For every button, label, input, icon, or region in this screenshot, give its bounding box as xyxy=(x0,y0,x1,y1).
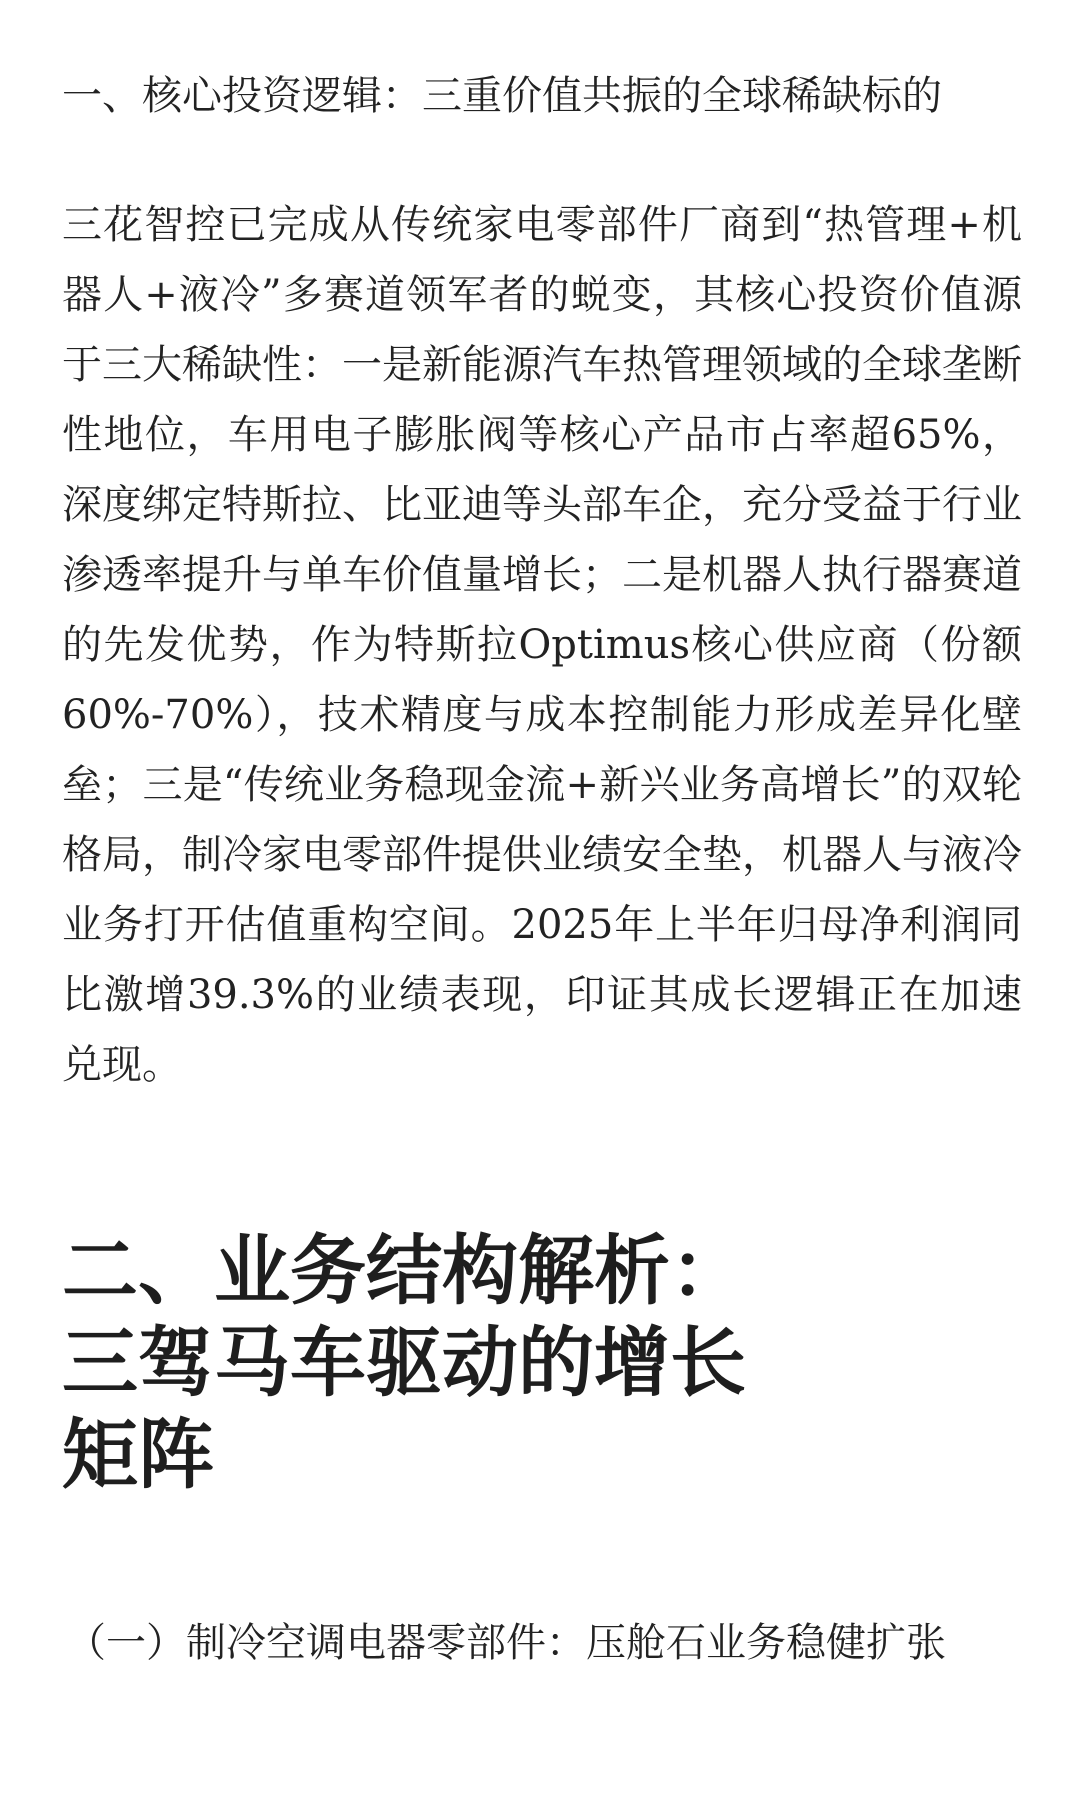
investment-logic-paragraph: 三花智控已完成从传统家电零部件厂商到“热管理+机器人+液冷”多赛道领军者的蜕变，其核心投资价值源于三大稀缺性：一是新能源汽车热管理领域的全球垄断性地位，车用电子膨胀阀等核心产品市占率超65%，深度绑定特斯拉、比亚迪等头部车企，充分受益于行业渗透率提升与单车价值量增长；二是机器人执行器赛道的先发优势，作为特斯拉Optimus核心供应商（份额60%-70%），技术精度与成本控制能力形成差异化壁垒；三是“传统业务稳现金流+新兴业务高增长”的双轮格局，制冷家电零部件提供业绩安全垫，机器人与液冷业务打开估值重构空间。2025年上半年归母净利润同比激增39.3%的业绩表现，印证其成长逻辑正在加速兑现。 xyxy=(62,202,1022,1088)
section-heading-investment-logic: 一、核心投资逻辑：三重价值共振的全球稀缺标的 xyxy=(62,73,942,119)
heading-line: 二、业务结构解析： xyxy=(62,1226,746,1315)
section-heading-business-structure xyxy=(62,1225,782,1501)
heading-line: 三驾马车驱动的增长 xyxy=(62,1318,746,1407)
subheading-refrigeration-parts: （一）制冷空调电器零部件：压舱石业务稳健扩张 xyxy=(66,1620,946,1666)
heading-line: 矩阵 xyxy=(62,1410,214,1499)
